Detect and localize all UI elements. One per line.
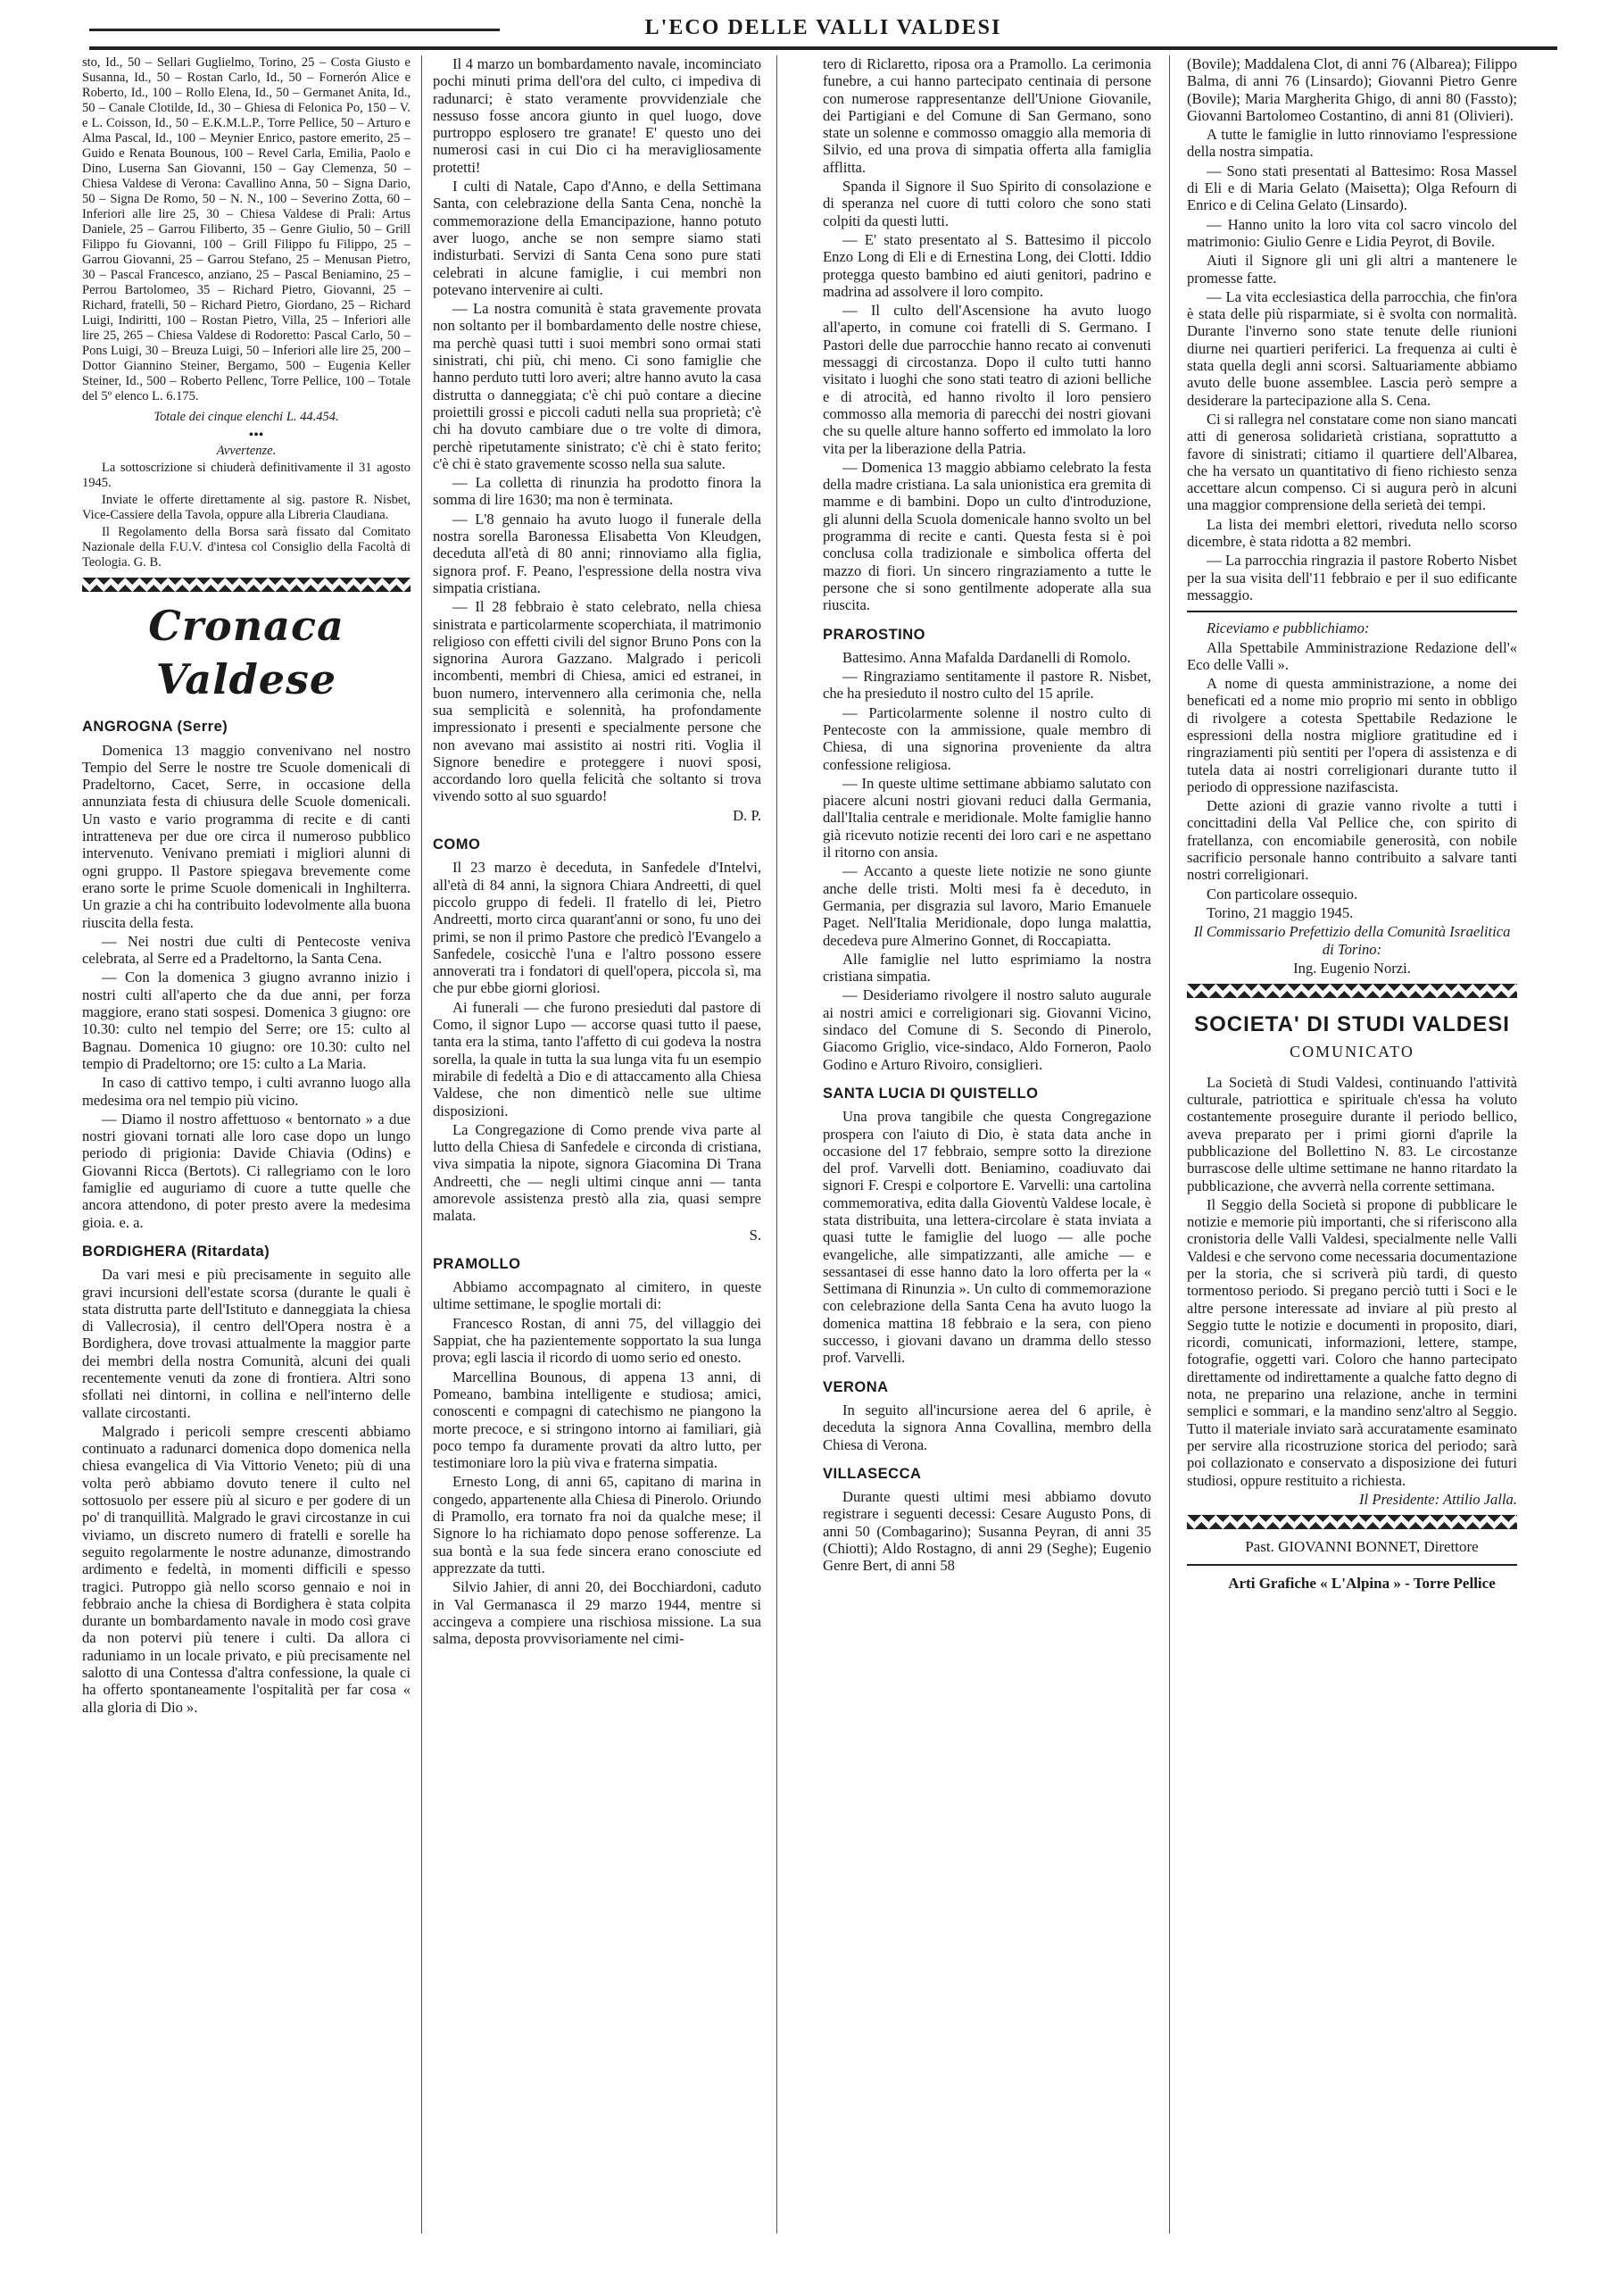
heading-como: COMO bbox=[433, 836, 481, 853]
heading-villasecca: VILLASECCA bbox=[823, 1465, 922, 1482]
article-paragraph: I culti di Natale, Capo d'Anno, e della Settimana Santa, con celebrazione della Santa Cena, nonchè la commemorazione della Emancipazione, hanno potuto aver luogo, anche se non sempre siamo stati indisturbati. Servizi di Santa Cena sono pure stati celebrati in alcune famiglie, i cui membri non potevano intervenire ai culti. bbox=[433, 178, 761, 298]
letter-paragraph: Con particolare ossequio. bbox=[1207, 885, 1358, 903]
article-paragraph: Abbiamo accompagnato al cimitero, in queste ultime settimane, le spoglie mortali di: bbox=[433, 1278, 761, 1313]
article-paragraph: Da vari mesi e più precisamente in seguito alle gravi incursioni dell'estate scorsa (durante le quali è stata distrutta parte dell'Istituto e danneggiata la chiesa di Vallecrosia), il centro dell'Opera nostra è a Bordighera, dove trovasi attualmente la maggior parte dei membri della nostra Comunità, alcuni dei quali recentemente venuti da zone di frontiera. Altri sono sfollati nei dintorni, in collina e nell'interno delle vallate circostanti. bbox=[82, 1266, 411, 1421]
letter-paragraph: Dette azioni di grazie vanno rivolte a tutti i concittadini della Val Pellice che, con spirito di fratellanza, con encomiabile generosità, con nobile sacrificio personale hanno contribuito a salvare tanti nostri correligionari. bbox=[1187, 797, 1517, 884]
riceviamo-heading: Riceviamo e pubblichiamo: bbox=[1207, 620, 1370, 637]
masthead bbox=[89, 16, 1557, 50]
article-paragraph: Il 23 marzo è deceduta, in Sanfedele d'Intelvi, all'età di 84 anni, la signora Chiara Andreetti, di quel piccolo gruppo di fedeli. Il fratello di lei, Pietro Andreetti, morto circa quarant'anni or sono, fu uno dei primi, se non il primo Pastore che predicò l'Evangelo a Sanfedele, cosicchè l'una e l'altro possono essere annoverati tra i fondatori di quell'opera, piccola sì, ma che pur ebbe giorni gloriosi. bbox=[433, 859, 761, 997]
column-divider bbox=[421, 55, 422, 2234]
article-paragraph: — Domenica 13 maggio abbiamo celebrato la festa della madre cristiana. La sala unionistica era gremita di mamme e di bambini. Dopo un culto d'introduzione, gli alunni della Scuola domenicale hanno svolto un bel programma di recite e canti. Questa festa si è poi conclusa colla tradizionale e simbolica offerta del mazzo di fiori. Un sincero ringraziamento a tutte le persone che si sono gentilmente adoperate alla sua riuscita. bbox=[823, 458, 1151, 614]
article-paragraph: Silvio Jahier, di anni 20, dei Bocchiardoni, caduto in Val Germanasca il 29 marzo 1944, mentre si accingeva a compiere una rischiosa missione. La sua salma, deposta provvisoriamente nel cimi- bbox=[433, 1578, 761, 1648]
column-divider bbox=[776, 55, 777, 2234]
article-paragraph: Il 4 marzo un bombardamento navale, incominciato pochi minuti prima dell'ora del culto, ci impediva di radunarci; è stato veramente provvidenziale che nessuso fosse ancora giunto in quel luogo, dove purtroppo esplosero tre granate! E' questo uno dei numerosi casi in cui Dio ci ha meravigliosamente protetti! bbox=[433, 55, 761, 176]
article-paragraph: tero di Riclaretto, riposa ora a Pramollo. La cerimonia funebre, a cui hanno partecipato centinaia di persone con numerose rappresentanze dell'Unione Giovanile, dei Partigiani e del Comune di San Germano, sono state un solenne e commosso omaggio alla memoria di Silvio, ed una prova di simpatia offerta alla famiglia afflitta. bbox=[823, 55, 1151, 176]
article-paragraph: — Con la domenica 3 giugno avranno inizio i nostri culti all'aperto che da due anni, per forza maggiore, erano stati sospesi. Domenica 3 giugno: ore 10.30: culto nel tempio del Serre; ore 15: culto al Bagnau. Domenica 10 giugno: ore 10.30: culto nel tempio di Pradeltorno; ore 15: culto a La Maria. bbox=[82, 969, 411, 1072]
president-signature: Il Presidente: Attilio Jalla. bbox=[1359, 1490, 1517, 1508]
letter-signatory: Ing. Eugenio Norzi. bbox=[1293, 959, 1411, 977]
article-paragraph: — Ringraziamo sentitamente il pastore R. Nisbet, che ha presieduto il nostro culto del 15 aprile. bbox=[823, 668, 1151, 703]
avvertenza-3: Il Regolamento della Borsa sarà fissato dal Comitato Nazionale della F.U.V. d'intesa col Consiglio della Facoltà di Teologia. G. B. bbox=[82, 525, 411, 570]
signature: D. P. bbox=[733, 806, 761, 824]
donor-list: sto, Id., 50 – Sellari Guglielmo, Torino, 25 – Costa Giusto e Susanna, Id., 50 – Rostan Carlo, Id., 50 – Fornerón Alice e Roberto, Id., 100 – Rollo Elena, Id., 50 – Germanet Anita, Id., 50 – Canale Clotilde, Id., 30 – Ghiesa di Felonica Po, 150 – V. e L. Coisson, Id., 50 – E.K.M.L.P., Torre Pellice, 50 – Arturo e Alma Pascal, Id., 100 – Meynier Enrico, pastore emerito, 25 – Guido e Renata Bounous, 100 – Revel Carla, Emilia, Paolo e Dino, Luserna San Giovanni, 150 – Gay Clemenza, 50 – Chiesa Valdese di Verona: Cavallino Anna, 50 – Signa Dario, 50 – Signa De Romo, 50 – N. N., 100 – Severino Zotta, 60 – Inferiori alle lire 25, 30 – Chiesa Valdese di Prali: Artus Daniele, 25 – Garrou Filiberto, 35 – Genre Giulio, 50 – Grill Filippo fu Giovanni, 100 – Grill Filippo fu Filippo, 25 – Garrou Giovanni, 25 – Garrou Stefano, 25 – Menusan Pietro, 30 – Pascal Francesco, anziano, 25 – Pascal Beniamino, 25 – Perrou Bartolomeo, 35 – Richard Pietro, Giovanni, 25 – Richard, fratelli, 50 – Richard Pietro, Giordano, 25 – Richard Luigi, Indiritti, 100 – Rostan Pietro, Villa, 25 – Inferiori alle lire 25, 265 – Chiesa Valdese di Rodoretto: Pascal Carlo, 50 – Pons Luigi, 30 – Breuza Luigi, 50 – Inferiori alle lire 25, 200 – Dottor Giannino Steiner, Bergamo, 500 – Eugenia Keller Steiner, Id., 500 – Roberto Pellenc, Torre Pellice, 100 – Totale del 5º elenco L. 6.175. bbox=[82, 55, 411, 403]
heading-pramollo: PRAMOLLO bbox=[433, 1255, 521, 1272]
heading-bordighera: BORDIGHERA (Ritardata) bbox=[82, 1243, 270, 1260]
heading-quistello: SANTA LUCIA DI QUISTELLO bbox=[823, 1085, 1039, 1102]
avvertenza-2: Inviate le offerte direttamente al sig. pastore R. Nisbet, Vice-Cassiere della Tavola, oppure alla Libreria Claudiana. bbox=[82, 493, 411, 523]
newspaper-title: L'ECO DELLE VALLI VALDESI bbox=[644, 16, 1002, 39]
imprint-director: Past. GIOVANNI BONNET, Direttore bbox=[1245, 1538, 1479, 1556]
article-paragraph: — Nei nostri due culti di Pentecoste veniva celebrata, al Serre ed a Pradeltorno, la Santa Cena. bbox=[82, 932, 411, 968]
article-paragraph: — Accanto a queste liete notizie ne sono giunte anche delle tristi. Molti mesi fa è deceduto, in Germania, per disgrazia sul lavoro, Mario Emanuele Paget. Nell'Italia Meridionale, dopo lunga malattia, decedeva pure Almerino Gonnet, di Roccapiatta. bbox=[823, 862, 1151, 949]
article-paragraph: Ci si rallegra nel constatare come non siano mancati atti di generosa solidarietà cristiana, soprattutto a favore di sinistrati; citiamo il quartiere dell'Albarea, che ha versato un quantitativo di fieno richiesto senza accettare alcun compenso. Ci si augura però in alcuni una maggior comprensione della serietà dei tempi. bbox=[1187, 410, 1517, 514]
section-title-cronaca: Cronaca Valdese bbox=[148, 602, 344, 704]
article-paragraph: Il Seggio della Società si propone di pubblicare le notizie e memorie più importanti, che si riferiscono alla cronistoria delle Valli Valdesi, specialmente nelle Valli Valdesi e che servono come necessaria documentazione per la storia, che si scriverà più tardi, di questo tormentoso periodo. Si pregano perciò tutti i Soci e le altre persone interessate ad inviare al più presto al Seggio tutte le notizie e documenti in proposito, diari, ricordi, comunicati, informazioni, lettere, stampe, fotografie, oggetti vari. Coloro che hanno partecipato direttamente od indirettamente a qualche fatto degno di nota, ne preparino una relazione, anche in termini semplici e sommari, e la mandino senz'altro al Seggio. Tutto il materiale inviato sarà accuratamente esaminato per servire alla ricostruzione storica del periodo; sarà poi collazionato e conservato a disposizione dei futuri studiosi, oppure restituito a richiesta. bbox=[1187, 1195, 1517, 1489]
column-divider bbox=[1169, 55, 1170, 2234]
article-paragraph: — L'8 gennaio ha avuto luogo il funerale della nostra sorella Baronessa Elisabetta Von Kleudgen, deceduta all'età di 80 anni; rinnoviamo alla figlia, signora prof. F. Peano, l'espressione della nostra viva simpatia cristiana. bbox=[433, 510, 761, 596]
totale-line: Totale dei cinque elenchi L. 44.454. bbox=[153, 410, 339, 424]
article-paragraph: — Hanno unito la loro vita col sacro vincolo del matrimonio: Giulio Genre e Lidia Peyrot, di Bovile. bbox=[1187, 215, 1517, 250]
divider bbox=[1187, 611, 1517, 612]
article-paragraph: La Congregazione di Como prende viva parte al lutto della Chiesa di Sanfedele e circonda di cristiana, viva simpatia la nipote, signora Giacomina Di Trana Andreetti, che — negli ultimi cinque anni — tanta amorevole assistenza prestò alla zia, quasi sempre malata. bbox=[433, 1120, 761, 1225]
article-paragraph: Marcellina Bounous, di appena 13 anni, di Pomeano, bambina intelligente e studiosa; amici, conoscenti e compagni di catechismo ne piangono la morte precoce, e si stringono intorno ai familiari, già poco tempo fa duramente provati da altro lutto, per testimoniare loro la più viva e fraterna simpatia. bbox=[433, 1368, 761, 1472]
article-paragraph: Battesimo. Anna Mafalda Dardanelli di Romolo. bbox=[842, 648, 1132, 666]
article-paragraph: Malgrado i pericoli sempre crescenti abbiamo continuato a radunarci domenica dopo domenica nella chiesa evangelica di Via Vittorio Veneto; più di una volta però abbiamo dovuto tenere il culto nel sottosuolo per essere più al sicuro e per godere di un po' di tranquillità. Malgrado le gravi circostanze in cui viviamo, un discreto numero di fratelli e sorelle ha seguito regolarmente le nostre adunanze, dimostrando ardimento e fedeltà, in momenti difficili e spesso tragici. Putroppo già nello scorso gennaio e noi in febbraio anche la chiesa di Bordighera è stata colpita durante un bombardamento navale in modo così grave da non potervi più tenere i culti. Da allora ci raduniamo in un locale privato, e più precisamente nel salotto di una Contessa d'altra confessione, la quale ci ha offerto spontaneamente l'ospitalità per far cosa « alla gloria di Dio ». bbox=[82, 1422, 411, 1716]
article-paragraph: La Società di Studi Valdesi, continuando l'attività culturale, patriottica e spirituale ch'essa ha voluto costantemente proseguire durante il periodo bellico, aveva preparato per i primi giorni d'aprile la pubblicazione del Bollettino N. 83. Le circostanze burrascose delle ultime settimane ne hanno ritardato la pubblicazione, che avverrà nella corrente settimana. bbox=[1187, 1073, 1517, 1194]
signature: S. bbox=[749, 1226, 761, 1244]
comunicato-heading: COMUNICATO bbox=[1290, 1043, 1414, 1061]
article-paragraph: — Diamo il nostro affettuoso « bentornato » a due nostri giovani tornati alle loro case dopo un lungo periodo di prigionia: Davide Chiavia (Odins) e Giovanni Ricca (Bertots). Ci rallegriamo con le loro famiglie ed auguriamo di cuore a tutte quelle che ancora attendono, di poter presto avere la medesima gioia. e. a. bbox=[82, 1110, 411, 1231]
article-paragraph: — La colletta di rinunzia ha prodotto finora la somma di lire 1630; ma non è terminata. bbox=[433, 474, 761, 509]
avvertenze-title: Avvertenze. bbox=[216, 444, 277, 459]
letter-date: Torino, 21 maggio 1945. bbox=[1207, 903, 1354, 921]
imprint-printer: Arti Grafiche « L'Alpina » - Torre Pellice bbox=[1228, 1575, 1496, 1593]
separator: ••• bbox=[248, 428, 264, 443]
article-paragraph: Una prova tangibile che questa Congregazione prospera con l'aiuto di Dio, è stata data anche in occasione del 17 febbraio, sempre sotto la direzione del prof. Varvelli dott. Beniamino, coadiuvato dai signori F. Crespi e colportore E. Varvelli: una cartolina commemorativa, edita dalla Gioventù Valdese locale, è stata distribuita, una lettera-circolare è stata inviata a quasi tutte le famiglie del luogo — alle poche evangeliche, alle simpatizzanti, alle amiche — e sessantasei di esse hanno dato la loro offerta per la « Settimana di Rinunzia ». Un culto di commemorazione con celebrazione della Santa Cena ha avuto luogo la domenica mattina 18 febbraio e la sera, con pieno successo, i giovani davano un dramma dello stesso prof. Varvelli. bbox=[823, 1108, 1151, 1367]
article-paragraph: Ai funerali — che furono presieduti dal pastore di Como, il signor Lupo — accorse quasi tutto il paese, tanta era la stima, tanto l'affetto di cui godeva la nostra sorella, la quale in tutta la sua lunga vita fu un esempio mirabile di fedeltà a Dio e di attaccamento alla Chiesa Valdese, che non dimenticò nelle sue ultime disposizioni. bbox=[433, 998, 761, 1119]
zigzag-divider bbox=[82, 578, 411, 592]
article-paragraph: Spanda il Signore il Suo Spirito di consolazione e di speranza nel cuore di tutti coloro che sono stati colpiti da questi lutti. bbox=[823, 178, 1151, 229]
article-paragraph: (Bovile); Maddalena Clot, di anni 76 (Albarea); Filippo Balma, di anni 76 (Linsardo); Giovanni Pietro Genre (Bovile); Maria Margherita Ghigo, di anni 80 (Fassto); Giovanni Bartolomeo Costantino, di anni 81 (Olivieri). bbox=[1187, 55, 1517, 124]
article-paragraph: Durante questi ultimi mesi abbiamo dovuto registrare i seguenti decessi: Cesare Augusto Pons, di anni 50 (Combagarino); Susanna Peyran, di anni 35 (Chiotti); Aldo Rostagno, di anni 29 (Seghe); Eugenio Genre Bert, di anni 58 bbox=[823, 1488, 1151, 1575]
article-paragraph: — La vita ecclesiastica della parrocchia, che fin'ora è stata delle più risparmiate, si è svolta con normalità. Durante l'inverno sono state tenute delle riunioni diurne nei quartieri periferici. La frequenza ai culti è stata quella degli anni scorsi. Saltuariamente abbiamo avuto delle buone assemblee. Lascia però sempre a desiderare la partecipazione alla S. Cena. bbox=[1187, 287, 1517, 409]
article-paragraph: — E' stato presentato al S. Battesimo il piccolo Enzo Long di Eli e di Ernestina Long, dei Clotti. Iddio protegga questo bambino ed aiuti genitori, padrino e madrina ad assolvere il loro compito. bbox=[823, 230, 1151, 300]
article-paragraph: Domenica 13 maggio convenivano nel nostro Tempio del Serre le nostre tre Scuole domenicali di Pradeltorno, Cacet, Serre, in occasione della annunziata festa di chiusura delle Scuole domenicali. Un vasto e vario programma di recite e di canti intratteneva per due ore circa il numeroso pubblico intervenuto. Venivano premiati i migliori alunni di ogni gruppo. Il Pastore spiegava brevemente come erano sorte le prime Scuole domenicali in Inghilterra. Un grazie a chi ha contribuito lodevolmente alla buona riuscita della festa. bbox=[82, 741, 411, 931]
article-paragraph: In seguito all'incursione aerea del 6 aprile, è deceduta la signora Anna Covallina, membro della Chiesa di Verona. bbox=[823, 1401, 1151, 1453]
article-paragraph: — Il culto dell'Ascensione ha avuto luogo all'aperto, in comune coi fratelli di S. Germano. I Pastori delle due parrocchie hanno recato ai convenuti messaggi di circostanza. Dopo il culto tutti hanno visitato i luoghi che sono stati teatro di azioni belliche e di atrocità, ed hanno rivolto il loro pensiero commosso alla memoria di parecchi dei nostri giovani che su quelle alture hanno sofferto ed immolato la loro vita per la liberazione della Patria. bbox=[823, 302, 1151, 457]
article-paragraph: Francesco Rostan, di anni 75, del villaggio dei Sappiat, che ha pazientemente sopportato la sua lunga prova; egli lascia il ricordo di uomo serio ed onesto. bbox=[433, 1314, 761, 1367]
article-paragraph: — In queste ultime settimane abbiamo salutato con piacere alcuni nostri giovani reduci dalla Germania, dall'Italia centrale e meridionale. Molte famiglie hanno già ricevuto notizie recenti dei loro cari e ne aspettano il ritorno con ansia. bbox=[823, 774, 1151, 861]
heading-verona: VERONA bbox=[823, 1378, 889, 1395]
column-4 bbox=[1187, 55, 1517, 2278]
letter-paragraph: Alla Spettabile Amministrazione Redazione dell'« Eco delle Valli ». bbox=[1187, 638, 1517, 673]
article-paragraph: Ernesto Long, di anni 65, capitano di marina in congedo, appartenente alla Chiesa di Pinerolo. Oriundo di Pramollo, era tornato fra noi da qualche mese; il Signore lo ha richiamato dopo penose sofferenze. La sua bontà e la sua fede sincera erano conosciute ed apprezzate da tutti. bbox=[433, 1473, 761, 1576]
article-paragraph: — La parrocchia ringrazia il pastore Roberto Nisbet per la sua visita dell'11 febbraio e per il suo edificante messaggio. bbox=[1187, 552, 1517, 603]
column-1 bbox=[82, 55, 411, 2278]
column-3 bbox=[823, 55, 1151, 2278]
article-paragraph: A tutte le famiglie in lutto rinnoviamo l'espressione della nostra simpatia. bbox=[1187, 126, 1517, 161]
zigzag-divider bbox=[1187, 1515, 1517, 1529]
article-paragraph: In caso di cattivo tempo, i culti avranno luogo alla medesima ora nel tempio più vicino. bbox=[82, 1074, 411, 1109]
heading-angrogna: ANGROGNA (Serre) bbox=[82, 719, 228, 736]
heading-prarostino: PRAROSTINO bbox=[823, 626, 926, 643]
column-2 bbox=[433, 55, 761, 2278]
article-paragraph: La lista dei membri elettori, riveduta nello scorso dicembre, è stata ridotta a 82 membri. bbox=[1187, 515, 1517, 551]
zigzag-divider bbox=[1187, 984, 1517, 998]
article-paragraph: Alle famiglie nel lutto esprimiamo la nostra cristiana simpatia. bbox=[823, 950, 1151, 986]
letter-paragraph: A nome di questa amministrazione, a nome dei beneficati ed a nome mio proprio mi sento in obbligo di rivolgere a cotesta Spettabile Redazione le espressioni della nostra migliore gratitudine ed i ringraziamenti più sentiti per l'opera di assistenza e di tutela data ai nostri correligionari durante tutto il periodo di oppressione nazifascista. bbox=[1187, 675, 1517, 795]
avvertenza-1: La sottoscrizione si chiuderà definitivamente il 31 agosto 1945. bbox=[82, 461, 411, 491]
article-paragraph: — Il 28 febbraio è stato celebrato, nella chiesa sinistrata e particolarmente scoperchiata, il matrimonio religioso con effetti civili del signor Bruno Pons con la signorina Aurora Gazzano. Malgrado i pericoli incombenti, membri di Chiesa, amici ed estranei, in buon numero, intervennero alla cerimonia che, nella sua semplicità e solennità, ha profondamente impressionato i presenti e specialmente persone che non avevano mai assistito ai nostri riti. Voglia il Signore benedire e proteggere i nuovi sposi, accordando loro quella felicità che soltanto si trova vivendo sotto al suo sguardo! bbox=[433, 598, 761, 805]
section-title-ssv: SOCIETA' DI STUDI VALDESI bbox=[1194, 1012, 1510, 1037]
article-paragraph: — Sono stati presentati al Battesimo: Rosa Massel di Eli e di Maria Gelato (Maisetta); Olga Refourn di Enrico e di Celina Gelato (Linsardo). bbox=[1187, 162, 1517, 214]
divider bbox=[1187, 1564, 1517, 1566]
article-paragraph: Aiuti il Signore gli uni gli altri a mantenere le promesse fatte. bbox=[1187, 252, 1517, 287]
article-paragraph: — Particolarmente solenne il nostro culto di Pentecoste con la ammissione, quale membro di Chiesa, di una signorina proveniente da altra confessione religiosa. bbox=[823, 703, 1151, 773]
article-paragraph: — Desideriamo rivolgere il nostro saluto augurale ai nostri amici e correligionari sig. Giovanni Vicino, sindaco del Comune di S. Secondo di Pinerolo, Giacomo Griglio, vice-sindaco, Aldo Forneron, Paolo Godino e Arturo Rivoiro, consiglieri. bbox=[823, 986, 1151, 1073]
letter-signatory-title: Il Commissario Prefettizio della Comunità Israelitica di Torino: bbox=[1193, 923, 1511, 958]
article-paragraph: — La nostra comunità è stata gravemente provata non soltanto per il bombardamento delle nostre chiese, ma perchè quasi tutti i suoi membri sono ormai stati sinistrati, chi più, chi meno. Ci sono famiglie che hanno perduto tutti loro averi; altre hanno avuto la casa distrutta o danneggiata; c'è chi può contare a diecine proiettili grossi e piccoli caduti nella sua proprietà; c'è chi ha dovuto cambiare due o tre volte di dimora, perchè ripetutamente sinistrato; c'è chi è stato ferito; c'è chi è stato gravemente scosso nella sua salute. bbox=[433, 300, 761, 472]
